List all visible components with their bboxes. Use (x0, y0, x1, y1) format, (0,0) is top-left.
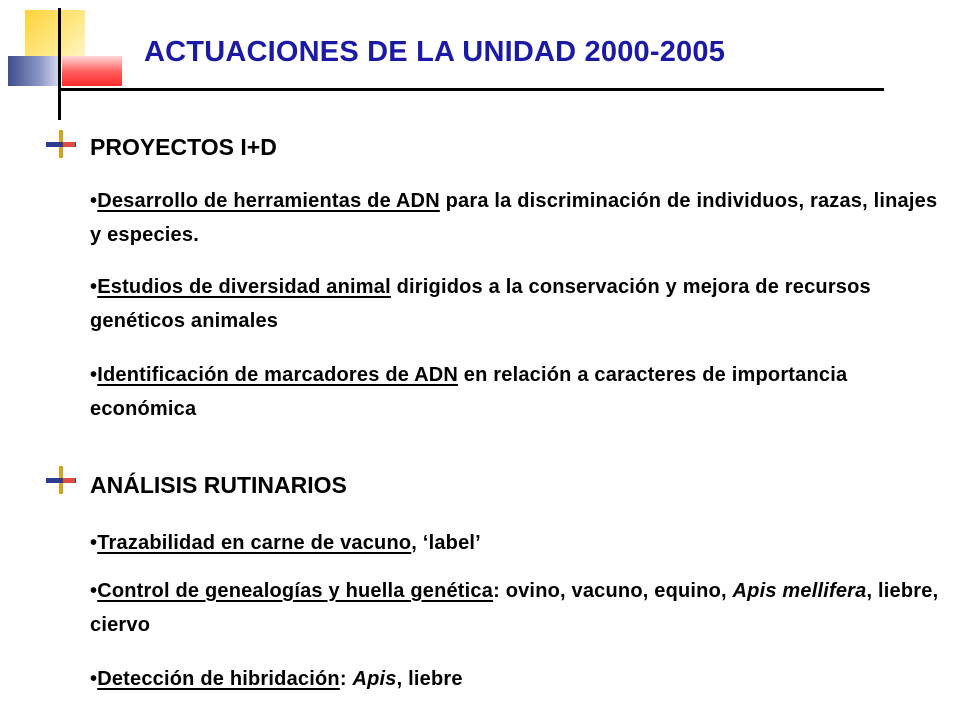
item-text: : ovino, vacuno, equino, (493, 580, 733, 602)
bullet-icon: • (90, 276, 98, 298)
bullet-icon: • (90, 668, 98, 690)
list-item (90, 662, 940, 696)
list-item (90, 574, 940, 642)
section-heading-analisis: ANÁLISIS RUTINARIOS (90, 472, 347, 498)
item-link-text: Trazabilidad en carne de vacuno (97, 532, 412, 554)
item-link-text: Detección de hibridación (97, 668, 340, 690)
item-link-text: Identificación de marcadores de ADN (97, 364, 459, 386)
list-item (90, 526, 940, 560)
section-bullet-icon (46, 466, 76, 496)
logo-red-square (62, 56, 122, 86)
item-text: para la discriminación de individuos, razas, linajes y especies. (90, 190, 938, 246)
list-item (90, 184, 940, 252)
bullet-icon: • (90, 532, 98, 554)
item-link-text: Estudios de diversidad animal (97, 276, 391, 298)
logo-yellow-square (25, 10, 85, 62)
list-item (90, 358, 940, 426)
list-item (90, 270, 940, 338)
title-underline-rule (58, 88, 884, 91)
bullet-icon: • (90, 364, 98, 386)
item-italic-text: Apis mellifera (732, 580, 867, 602)
page-title: ACTUACIONES DE LA UNIDAD 2000-2005 (144, 36, 726, 68)
section-heading-proyectos: PROYECTOS I+D (90, 134, 277, 160)
item-italic-text: Apis (352, 668, 397, 690)
section-bullet-icon (46, 130, 76, 160)
bullet-icon: • (90, 190, 98, 212)
item-text: , liebre, ciervo (90, 580, 939, 636)
item-text: en relación a caracteres de importancia económica (90, 364, 848, 420)
item-link-text: Desarrollo de herramientas de ADN (97, 190, 440, 212)
item-text: , liebre (396, 668, 463, 690)
item-text: dirigidos a la conservación y mejora de recursos genéticos animales (90, 276, 871, 332)
item-text: , ‘label’ (411, 532, 481, 554)
item-text: : (339, 668, 353, 690)
logo-blue-square (8, 56, 60, 86)
logo-vertical-line (58, 8, 61, 120)
bullet-icon: • (90, 580, 98, 602)
item-link-text: Control de genealogías y huella genética (97, 580, 494, 602)
